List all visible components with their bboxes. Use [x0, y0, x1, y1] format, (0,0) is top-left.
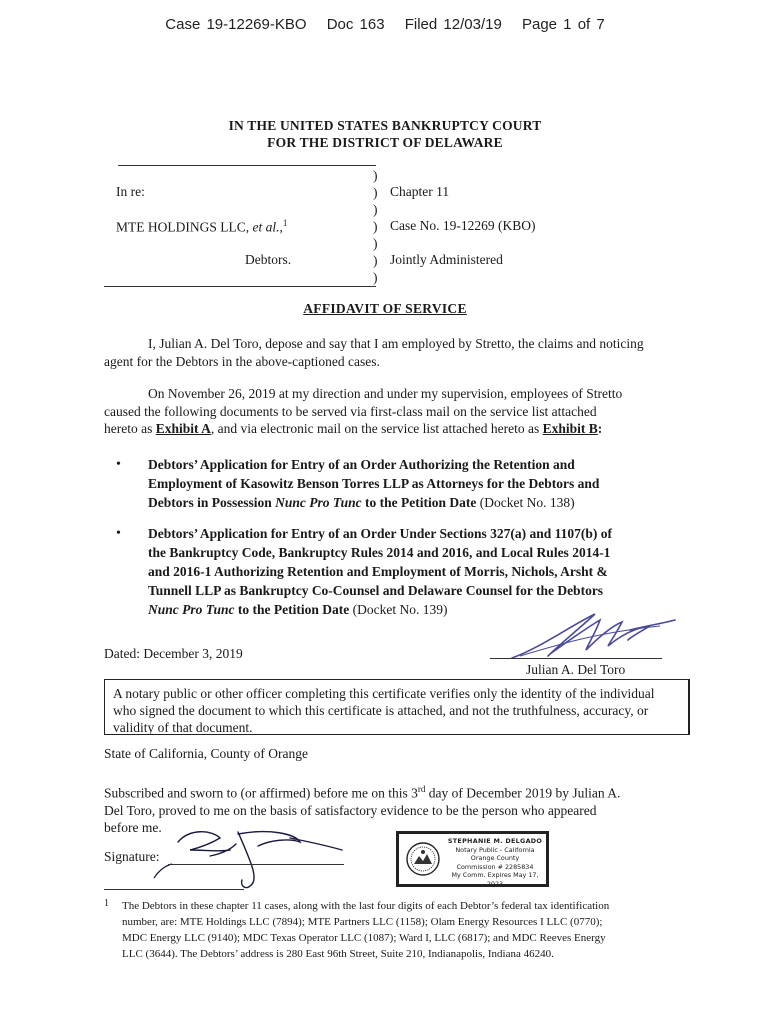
filing-header — [0, 16, 770, 33]
notary-notice-line: who signed the document to which this certificate is attached, and not the truthfulness, accuracy, or — [113, 703, 649, 718]
jurat-line: before me. — [104, 819, 162, 835]
notary-signature — [150, 820, 350, 892]
caption-paren: ) — [373, 168, 378, 183]
bullet-line — [148, 493, 648, 512]
in-re-label: In re: — [116, 184, 145, 199]
court-heading — [0, 117, 770, 151]
bullet-line: Tunnell LLP as Bankruptcy Co-Counsel and Delaware Counsel for the Debtors — [148, 583, 604, 598]
stamp-line: STEPHANIE M. DELGADO — [447, 837, 543, 845]
bullet-text: Debtors in Possession — [148, 495, 276, 510]
caption-top-rule — [118, 165, 376, 166]
declarant-signature-line — [490, 658, 662, 659]
footnote-rule — [104, 889, 244, 890]
case-no-label: Case No. 19-12269 (KBO) — [390, 218, 536, 233]
notary-notice-line: A notary public or other officer completing this certificate verifies only the identity of the individual — [113, 686, 655, 701]
bullet-italic: Nunc Pro Tunc — [275, 495, 362, 510]
docket-ref: (Docket No. 139) — [352, 602, 448, 617]
stamp-line: My Comm. Expires May 17, 2023 — [451, 871, 539, 888]
bullet-marker: • — [116, 457, 121, 472]
caption-paren: ) — [373, 219, 378, 234]
jurat-text: day of December 2019 by Julian A. — [425, 785, 621, 801]
notary-notice-box — [104, 679, 690, 735]
paragraph-text: hereto as — [104, 421, 156, 436]
jurat-text: Subscribed and sworn to (or affirmed) before me on this 3 — [104, 785, 418, 801]
footnote-line: LLC (3644). The Debtors’ address is 280 East 96th Street, Suite 210, Indianapolis, Indiana 46240. — [122, 948, 554, 960]
caption-paren: ) — [373, 270, 378, 285]
bullet-line: Employment of Kasowitz Benson Torres LLP as Attorneys for the Debtors and — [148, 476, 600, 491]
debtor-name-text: MTE HOLDINGS LLC, — [116, 219, 253, 235]
jurat-ordinal: rd — [417, 784, 426, 794]
docket-ref: (Docket No. 138) — [479, 495, 575, 510]
court-heading-line2: FOR THE DISTRICT OF DELAWARE — [267, 135, 503, 150]
caption-bottom-rule — [104, 286, 376, 287]
bullet-line: Debtors’ Application for Entry of an Order Authorizing the Retention and — [148, 457, 575, 472]
declarant-signature — [500, 606, 680, 666]
debtor-name — [116, 218, 287, 236]
doc-number-stamp: Doc 163 — [326, 16, 385, 33]
court-heading-line1: IN THE UNITED STATES BANKRUPTCY COURT — [228, 118, 542, 133]
notary-stamp-text — [443, 837, 547, 889]
jurat-line: Del Toro, proved to me on the basis of satisfactory evidence to be the person who appeared — [104, 802, 597, 818]
chapter-label: Chapter 11 — [390, 184, 450, 199]
footnote-ref: 1 — [282, 218, 288, 228]
footnote-line: MDC Energy LLC (9140); MDC Texas Operator LLC (1087); Ward I, LLC (6817); and MDC Reeves Energy — [122, 932, 606, 944]
bullet-italic: Nunc Pro Tunc — [148, 602, 235, 617]
footnote-line: number, are: MTE Holdings LLC (7894); MTE Partners LLC (1158); Olam Energy Resources I LLC (0770); — [122, 916, 603, 928]
page-number-stamp: Page 1 of 7 — [521, 16, 605, 33]
bullet-text: to the Petition Date — [361, 495, 480, 510]
caption-paren: ) — [373, 236, 378, 251]
footnote-line: The Debtors in these chapter 11 cases, along with the last four digits of each Debtor’s federal tax identification — [122, 900, 610, 912]
debtors-label: Debtors. — [245, 252, 292, 267]
notary-stamp — [396, 831, 549, 887]
caption-paren: ) — [373, 185, 378, 200]
paragraph-line: agent for the Debtors in the above-captioned cases. — [104, 353, 380, 369]
notary-notice-line: validity of that document. — [113, 720, 253, 735]
caption-paren: ) — [373, 253, 378, 268]
served-document-2 — [148, 524, 648, 619]
jurat-line — [104, 781, 664, 802]
notary-signature-line — [168, 864, 344, 865]
bullet-line: the Bankruptcy Code, Bankruptcy Rules 2014 and 2016, and Local Rules 2014-1 — [148, 545, 611, 560]
served-document-1 — [148, 455, 648, 512]
caption-paren: ) — [373, 202, 378, 217]
paragraph-employment — [104, 335, 670, 370]
exhibit-a-ref: Exhibit A — [155, 421, 211, 436]
footnote-marker: 1 — [104, 898, 109, 909]
paragraph-service — [104, 385, 670, 438]
paragraph-line — [104, 420, 670, 438]
stamp-line: Notary Public - California — [455, 845, 535, 854]
paragraph-line: caused the following documents to be served via first-class mail on the service list attached — [104, 403, 597, 419]
exhibit-b-ref: Exhibit B — [542, 421, 598, 436]
document-title: AFFIDAVIT OF SERVICE — [303, 301, 467, 316]
bullet-marker: • — [116, 526, 121, 541]
california-seal-icon — [405, 840, 441, 878]
bullet-text: to the Petition Date — [234, 602, 353, 617]
venue-line: State of California, County of Orange — [104, 746, 308, 761]
footnote-text — [122, 898, 662, 962]
filed-date-stamp: Filed 12/03/19 — [404, 16, 502, 33]
bullet-line: Debtors’ Application for Entry of an Order Under Sections 327(a) and 1107(b) of — [148, 526, 613, 541]
stamp-line: Commission # 2285834 — [456, 862, 534, 871]
paragraph-text: , and via electronic mail on the service list attached hereto as — [210, 421, 543, 436]
jointly-administered-label: Jointly Administered — [390, 252, 503, 267]
paragraph-line: I, Julian A. Del Toro, depose and say that I am employed by Stretto, the claims and noticing — [148, 336, 644, 351]
paragraph-line: On November 26, 2019 at my direction and under my supervision, employees of Stretto — [148, 386, 623, 401]
paragraph-text: : — [597, 421, 603, 436]
case-number-stamp: Case 19-12269-KBO — [165, 16, 307, 33]
bullet-line: and 2016-1 Authorizing Retention and Employment of Morris, Nichols, Arsht & — [148, 564, 608, 579]
dated-line: Dated: December 3, 2019 — [104, 646, 243, 661]
stamp-line: Orange County — [470, 854, 520, 863]
signature-label: Signature: — [104, 849, 160, 864]
et-al-text: et al., — [252, 219, 283, 235]
declarant-name: Julian A. Del Toro — [526, 662, 626, 677]
